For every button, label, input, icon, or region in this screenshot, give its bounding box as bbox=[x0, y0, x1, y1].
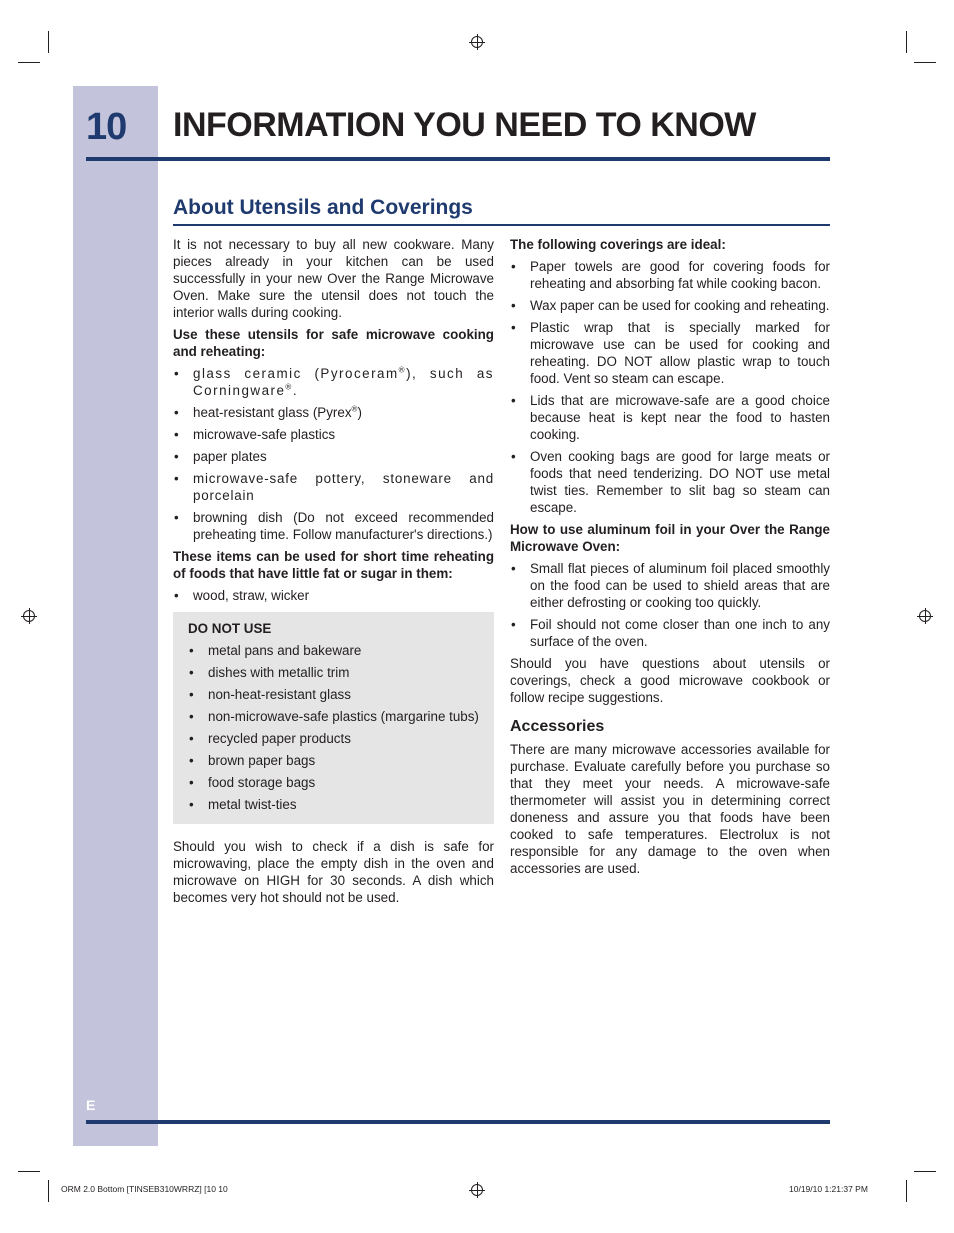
section-heading: About Utensils and Coverings bbox=[173, 196, 473, 219]
list-item: • dishes with metallic trim bbox=[188, 664, 482, 681]
slug-file-info: ORM 2.0 Bottom [TINSEB310WRRZ] [10 10 bbox=[61, 1184, 228, 1194]
list-item: • food storage bags bbox=[188, 774, 482, 791]
footer-rule bbox=[86, 1120, 830, 1124]
list-item: • non-heat-resistant glass bbox=[188, 686, 482, 703]
crop-mark bbox=[906, 1180, 907, 1202]
crop-mark bbox=[18, 62, 40, 63]
left-column bbox=[173, 236, 494, 911]
crop-mark bbox=[48, 31, 49, 53]
registration-mark-icon bbox=[23, 610, 35, 622]
short-reheating-heading: These items can be used for short time reheating of foods that have little fat or sugar in them: bbox=[173, 549, 494, 581]
aluminum-foil-heading: How to use aluminum foil in your Over the Range Microwave Oven: bbox=[510, 522, 830, 554]
registration-mark-icon bbox=[471, 36, 483, 48]
registration-mark-icon bbox=[471, 1184, 483, 1196]
page-language-letter: E bbox=[86, 1097, 96, 1113]
list-item: • microwave-safe plastics bbox=[173, 426, 494, 443]
accessories-heading: Accessories bbox=[510, 718, 605, 735]
page-title: INFORMATION YOU NEED TO KNOW bbox=[173, 106, 756, 144]
list-item: • non-microwave-safe plastics (margarine tubs) bbox=[188, 708, 482, 725]
do-not-use-box bbox=[173, 612, 494, 824]
list-item: • Foil should not come closer than one inch to any surface of the oven. bbox=[510, 616, 830, 650]
aluminum-foil-list bbox=[510, 560, 830, 650]
safe-utensils-list bbox=[173, 365, 494, 543]
header-rule bbox=[86, 157, 830, 161]
accessories-paragraph: There are many microwave accessories available for purchase. Evaluate carefully before you purchase so that they meet your needs. A microwave-safe thermometer will assist you in determining correct doneness and assure you that foods have been cooked to safe temperatures. Electrolux is not responsible for any damage to the oven when accessories are used. bbox=[510, 742, 830, 876]
list-item: • recycled paper products bbox=[188, 730, 482, 747]
list-item: • Plastic wrap that is specially marked for microwave use can be used for cooking and reheating. DO NOT allow plastic wrap to touch food. Vent so steam can escape. bbox=[510, 319, 830, 387]
sidebar-band bbox=[73, 86, 158, 1146]
crop-mark bbox=[906, 31, 907, 53]
do-not-use-heading: DO NOT USE bbox=[188, 621, 272, 636]
list-item: • microwave-safe pottery, stoneware and porcelain bbox=[173, 470, 494, 504]
do-not-use-list bbox=[188, 642, 482, 813]
registration-mark-icon bbox=[919, 610, 931, 622]
section-rule bbox=[173, 224, 830, 226]
safe-utensils-heading: Use these utensils for safe microwave cooking and reheating: bbox=[173, 327, 494, 359]
questions-paragraph: Should you have questions about utensils or coverings, check a good microwave cookbook or follow recipe suggestions. bbox=[510, 656, 830, 705]
slug-timestamp: 10/19/10 1:21:37 PM bbox=[789, 1184, 868, 1194]
intro-paragraph: It is not necessary to buy all new cookware. Many pieces already in your kitchen can be used successfully in your new Over the Range Microwave Oven. Make sure the utensil does not touch the interior walls during cooking. bbox=[173, 237, 494, 320]
list-item: • Wax paper can be used for cooking and reheating. bbox=[510, 297, 830, 314]
list-item: • metal twist-ties bbox=[188, 796, 482, 813]
list-item: • wood, straw, wicker bbox=[173, 587, 494, 604]
list-item: • glass ceramic (Pyroceram®), such as Corningware®. bbox=[173, 365, 494, 399]
list-item: • Small flat pieces of aluminum foil placed smoothly on the food can be used to shield areas that are either defrosting or cooking too quickly. bbox=[510, 560, 830, 611]
crop-mark bbox=[914, 1171, 936, 1172]
check-dish-paragraph: Should you wish to check if a dish is safe for microwaving, place the empty dish in the oven and microwave on HIGH for 30 seconds. A dish which becomes very hot should not be used. bbox=[173, 839, 494, 905]
right-column bbox=[510, 236, 830, 882]
list-item: • Oven cooking bags are good for large meats or foods that need tenderizing. DO NOT use metal twist ties. Remember to slit bag so steam can escape. bbox=[510, 448, 830, 516]
chapter-number: 10 bbox=[86, 106, 127, 148]
list-item: • paper plates bbox=[173, 448, 494, 465]
short-reheating-list bbox=[173, 587, 494, 604]
list-item: • browning dish (Do not exceed recommended preheating time. Follow manufacturer's directions.) bbox=[173, 509, 494, 543]
crop-mark bbox=[48, 1180, 49, 1202]
coverings-heading: The following coverings are ideal: bbox=[510, 237, 726, 252]
list-item: • metal pans and bakeware bbox=[188, 642, 482, 659]
crop-mark bbox=[914, 62, 936, 63]
crop-mark bbox=[18, 1171, 40, 1172]
list-item: • Lids that are microwave-safe are a good choice because heat is kept near the food to hasten cooking. bbox=[510, 392, 830, 443]
list-item: • brown paper bags bbox=[188, 752, 482, 769]
list-item: • Paper towels are good for covering foods for reheating and absorbing fat while cooking bacon. bbox=[510, 258, 830, 292]
coverings-list bbox=[510, 258, 830, 516]
list-item: • heat-resistant glass (Pyrex®) bbox=[173, 404, 494, 421]
